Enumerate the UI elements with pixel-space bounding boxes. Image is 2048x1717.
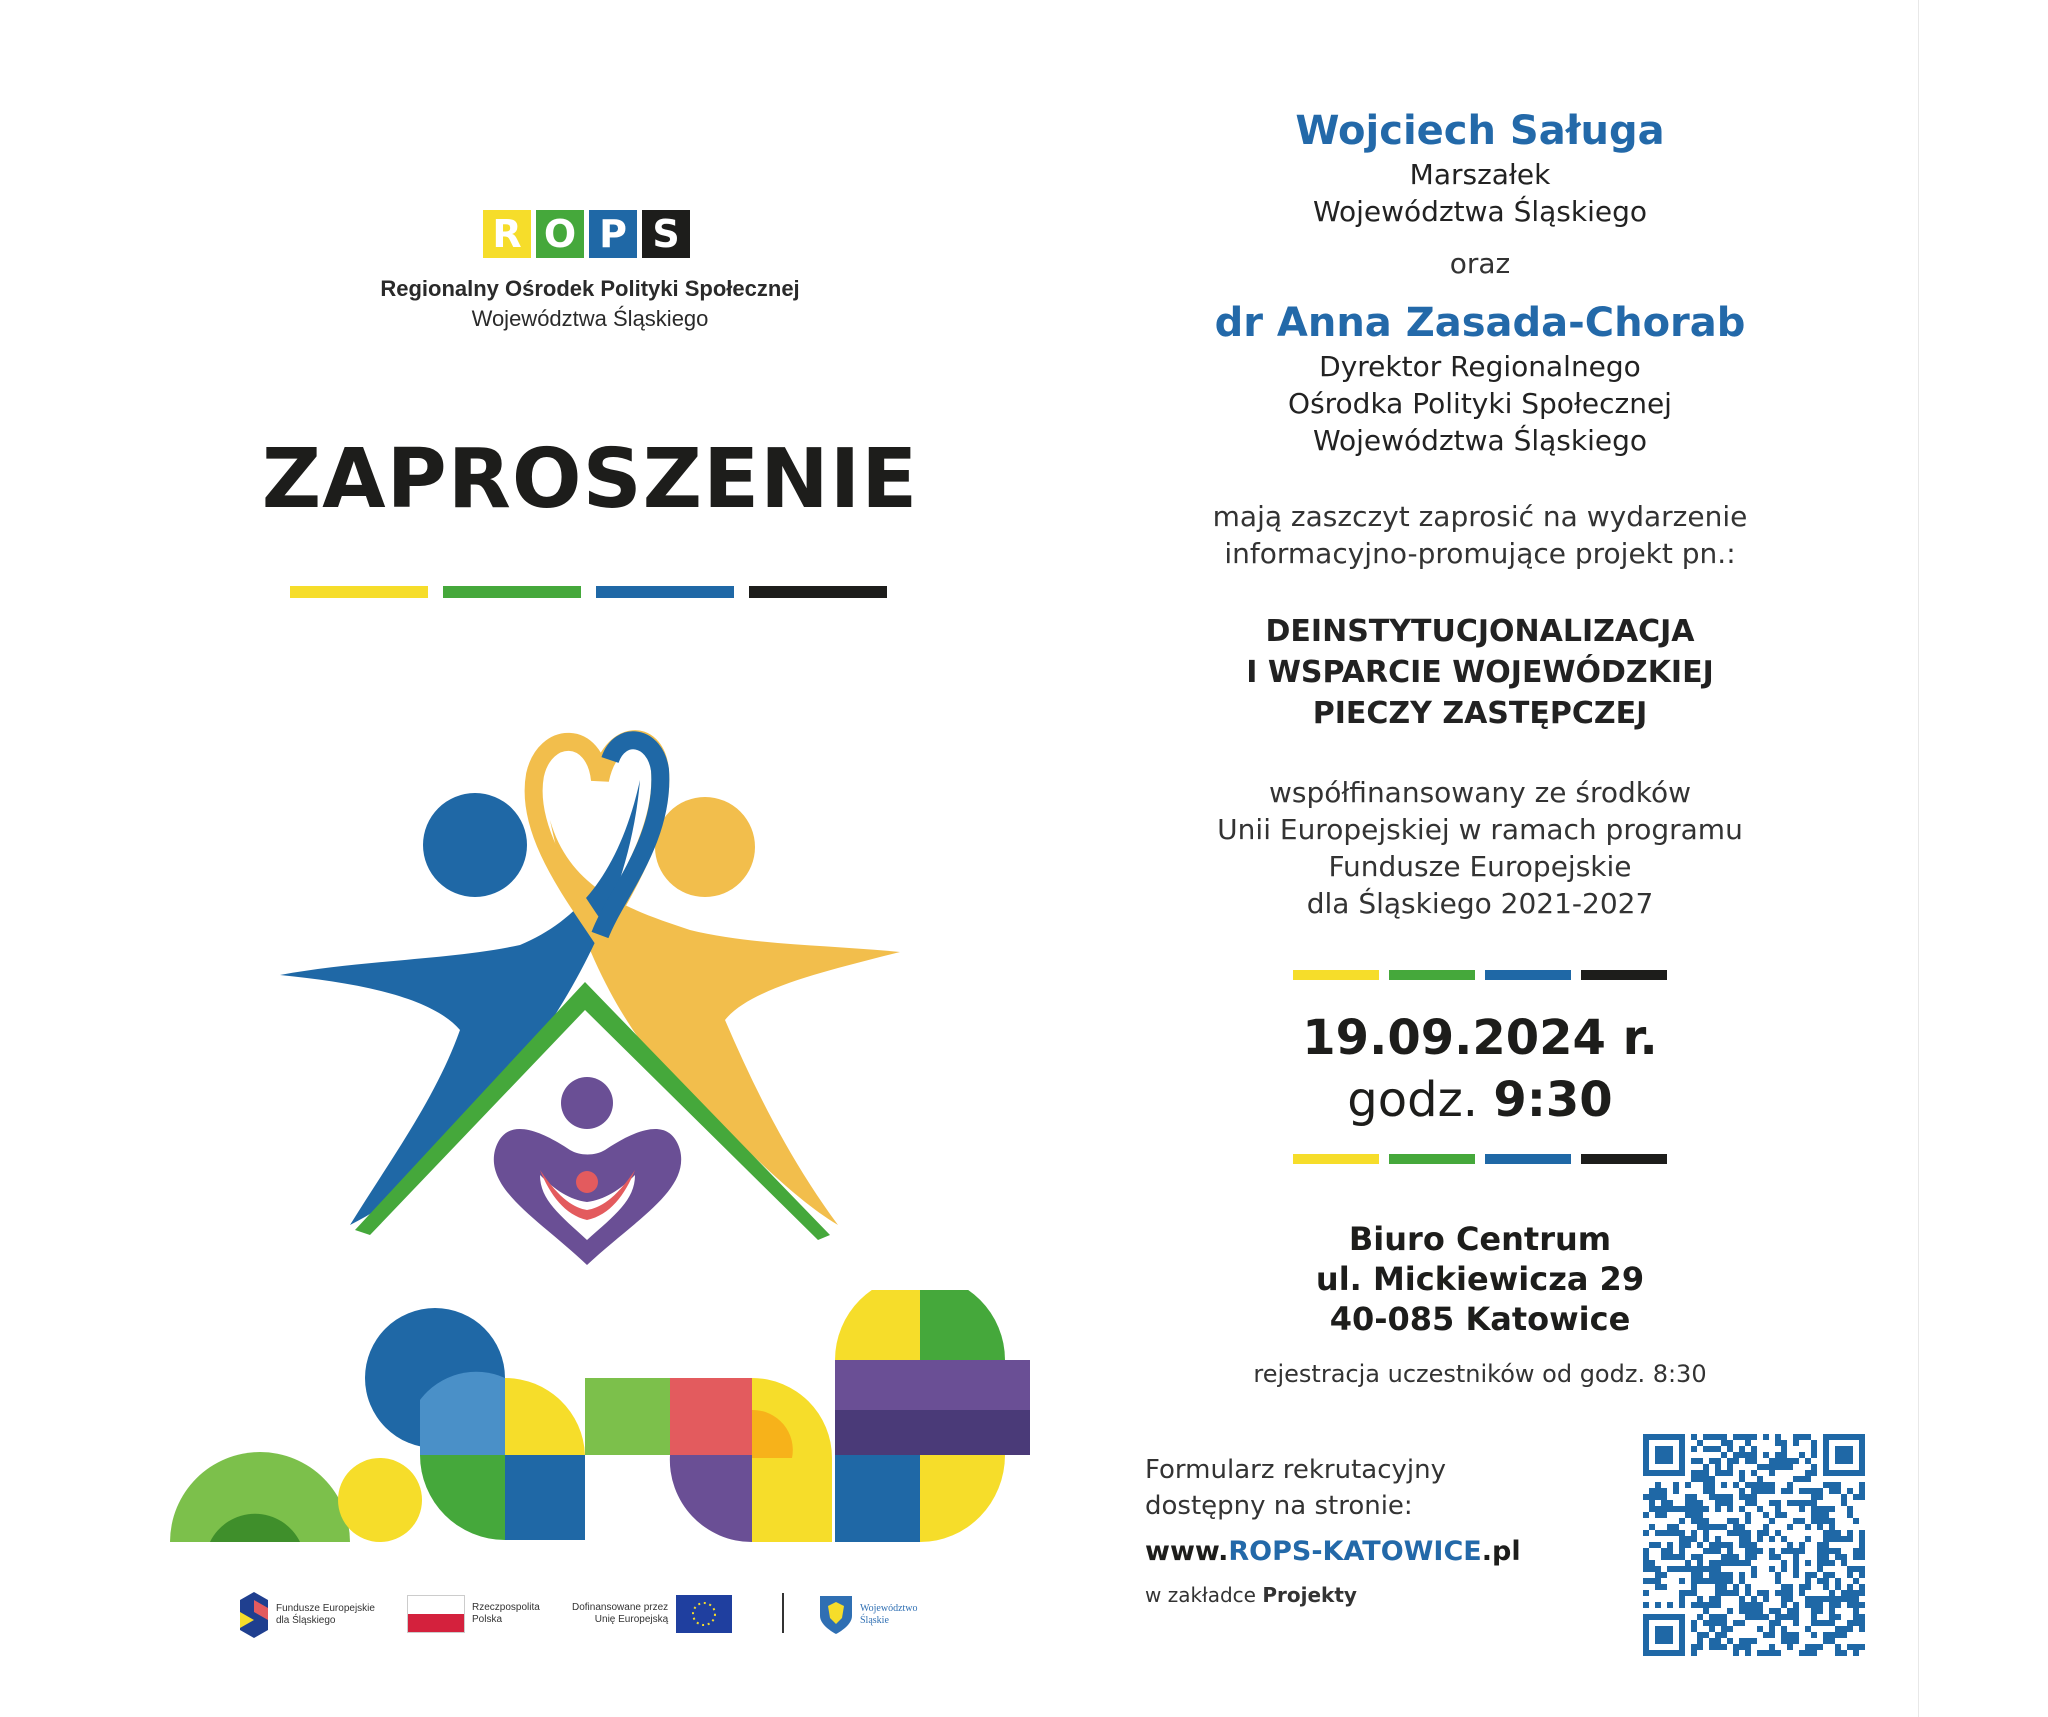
rops-org-line2: Województwa Śląskiego: [471, 306, 709, 331]
qr-code[interactable]: [1643, 1434, 1865, 1656]
woj-line2: Śląskie: [860, 1615, 889, 1626]
stripe-green: [1389, 1154, 1475, 1164]
rops-org-name: [330, 276, 850, 332]
yellow-quarter: [505, 1378, 585, 1455]
blue-square: [505, 1455, 585, 1540]
stripe-blue: [596, 586, 734, 598]
red-square: [670, 1378, 752, 1455]
time-value: 9:30: [1493, 1072, 1613, 1128]
green-quarter: [420, 1455, 505, 1540]
stripe-green: [1389, 970, 1475, 980]
blue-figure-head: [423, 793, 527, 897]
fe-logo: [240, 1590, 390, 1640]
yellow-rect-bottom: [752, 1458, 832, 1542]
blue-rect-bottom: [835, 1455, 920, 1542]
rops-letter-r: R: [483, 210, 531, 258]
venue-line2: ul. Mickiewicza 29: [1315, 1260, 1645, 1298]
registration-time: rejestracja uczestników od godz. 8:30: [1253, 1360, 1707, 1388]
host1-role-line2: Województwa Śląskiego: [1312, 195, 1648, 228]
rp-line1: Rzeczpospolita: [472, 1602, 540, 1613]
woj-line1: Województwo: [860, 1603, 918, 1614]
funding-line1: współfinansowany ze środków: [1268, 776, 1692, 809]
venue-line1: Biuro Centrum: [1348, 1220, 1612, 1258]
tab-prefix: w zakładce: [1145, 1583, 1256, 1607]
host1-role-line1: Marszałek: [1409, 158, 1551, 191]
url-highlight: ROPS-KATOWICE: [1228, 1536, 1482, 1567]
family-house-illustration: [270, 720, 910, 1280]
dark-purple-band: [835, 1410, 1030, 1455]
url-prefix: www.: [1145, 1536, 1229, 1567]
purple-heart-body: [494, 1129, 681, 1265]
rops-org-line1: Regionalny Ośrodek Polityki Społecznej: [380, 276, 800, 301]
website-link[interactable]: [1145, 1536, 1521, 1567]
conjunction-text: oraz: [1449, 247, 1511, 280]
stripe-black: [749, 586, 887, 598]
rp-logo: [408, 1594, 553, 1634]
host1-name: Wojciech Saługa: [1295, 108, 1665, 154]
green-rect: [585, 1378, 670, 1455]
invitation-line1: mają zaszczyt zaprosić na wydarzenie: [1212, 500, 1748, 533]
rops-logo: [483, 210, 690, 258]
eu-line2: Unię Europejską: [594, 1614, 669, 1625]
silesia-coat-of-arms-icon: [818, 1594, 854, 1636]
geometric-shapes-band: [170, 1290, 1030, 1550]
invitation-line2: informacyjno-promujące projekt pn.:: [1224, 537, 1736, 570]
funding-line3: Fundusze Europejskie: [1328, 850, 1632, 883]
host2-name: dr Anna Zasada-Chorab: [1214, 300, 1746, 346]
stripe-black: [1581, 1154, 1667, 1164]
event-time: [980, 1072, 1980, 1128]
purple-quarter: [670, 1455, 752, 1542]
event-date: 19.09.2024 r.: [1302, 1010, 1658, 1066]
funding-line4: dla Śląskiego 2021-2027: [1306, 887, 1654, 920]
orange-figure-head: [655, 797, 755, 897]
red-child-head: [576, 1171, 598, 1193]
time-prefix: godz.: [1347, 1072, 1479, 1128]
stripe-green: [443, 586, 581, 598]
funding-line2: Unii Europejskiej w ramach programu: [1217, 813, 1743, 846]
purple-figure-head: [561, 1077, 613, 1129]
fe-line2: dla Śląskiego: [276, 1615, 336, 1626]
woj-logo: [818, 1594, 948, 1636]
host2-role-line2: Ośrodka Polityki Społecznej: [1288, 387, 1672, 420]
fe-line1: Fundusze Europejskie: [276, 1603, 375, 1614]
rops-letter-s: S: [642, 210, 690, 258]
venue-line3: 40-085 Katowice: [1329, 1300, 1631, 1338]
form-info-line1: Formularz rekrutacyjny: [1145, 1455, 1446, 1485]
eu-line1: Dofinansowane przez: [572, 1602, 669, 1613]
rp-line2: Polska: [472, 1614, 503, 1625]
yellow-top-quarter: [835, 1290, 920, 1360]
fe-logo-icon: [240, 1592, 268, 1638]
url-suffix: .pl: [1481, 1536, 1521, 1567]
rops-letter-o: O: [536, 210, 584, 258]
stripe-yellow: [290, 586, 428, 598]
host2-role-line1: Dyrektor Regionalnego: [1319, 350, 1641, 383]
tab-name: Projekty: [1262, 1583, 1357, 1607]
stripe-black: [1581, 970, 1667, 980]
project-title-line3: PIECZY ZASTĘPCZEJ: [1312, 696, 1648, 731]
page-title: ZAPROSZENIE: [261, 432, 919, 527]
yellow-circle: [338, 1458, 422, 1542]
yellow-bottom-quarter: [920, 1455, 1005, 1542]
project-title-line2: I WSPARCIE WOJEWÓDZKIEJ: [1246, 655, 1714, 690]
form-info-line2: dostępny na stronie:: [1145, 1491, 1413, 1521]
stripe-blue: [1485, 1154, 1571, 1164]
stripe-yellow: [1293, 1154, 1379, 1164]
stripe-blue: [1485, 970, 1571, 980]
poland-flag-icon: [408, 1596, 464, 1632]
tab-info: [1145, 1583, 1357, 1607]
stripe-yellow: [1293, 970, 1379, 980]
rops-letter-p: P: [589, 210, 637, 258]
eu-logo: [572, 1594, 752, 1634]
host2-role-line3: Województwa Śląskiego: [1312, 424, 1648, 457]
eu-flag-icon: [676, 1595, 732, 1633]
project-title-line1: DEINSTYTUCJONALIZACJA: [1265, 614, 1695, 649]
footer-divider: [782, 1593, 784, 1633]
